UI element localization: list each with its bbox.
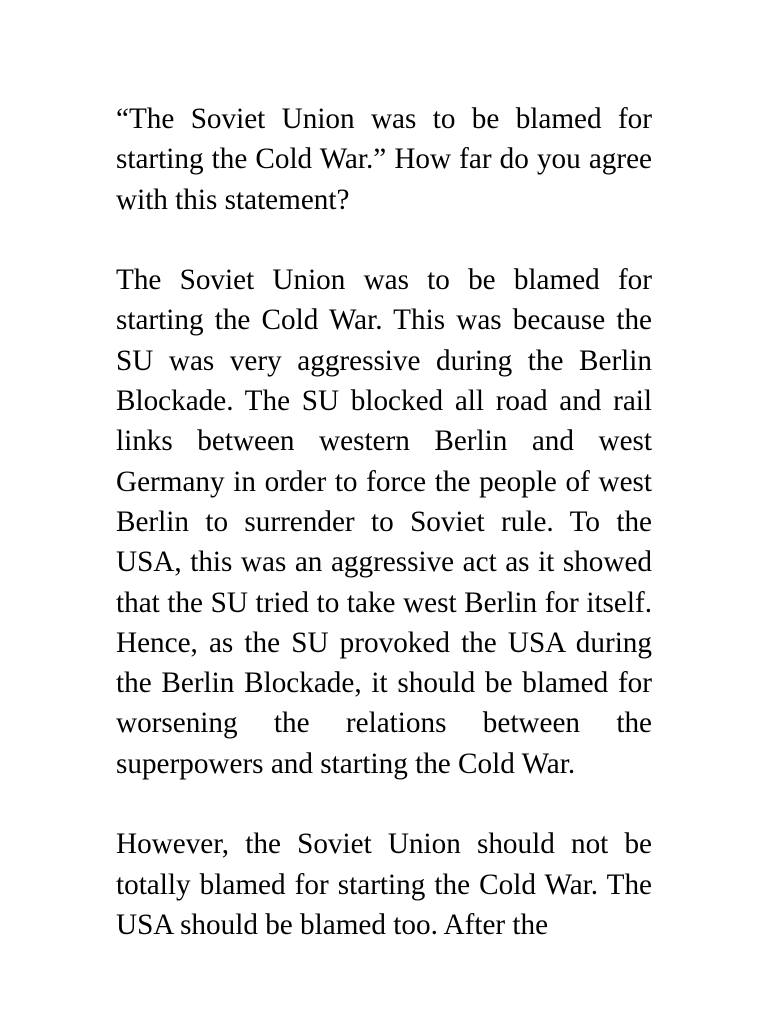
essay-question: “The Soviet Union was to be blamed for starting the Cold War.” How far do you agree with this statement?	[116, 103, 652, 216]
body-paragraph-1: The Soviet Union was to be blamed for starting the Cold War. This was because the SU was very aggressive during the Berlin Blockade. The SU blocked all road and rail links between western Berlin and west Germany in order to force the people of west Berlin to surrender to Soviet rule. To the USA, this was an aggressive act as it showed that the SU tried to take west Berlin for itself. Hence, as the SU provoked the USA during the Berlin Blockade, it should be blamed for worsening the relations between the superpowers and starting the Cold War.	[116, 264, 652, 780]
body-paragraph-2: However, the Soviet Union should not be totally blamed for starting the Cold War. The USA should be blamed too. After the	[116, 828, 652, 941]
document-page	[116, 99, 652, 986]
